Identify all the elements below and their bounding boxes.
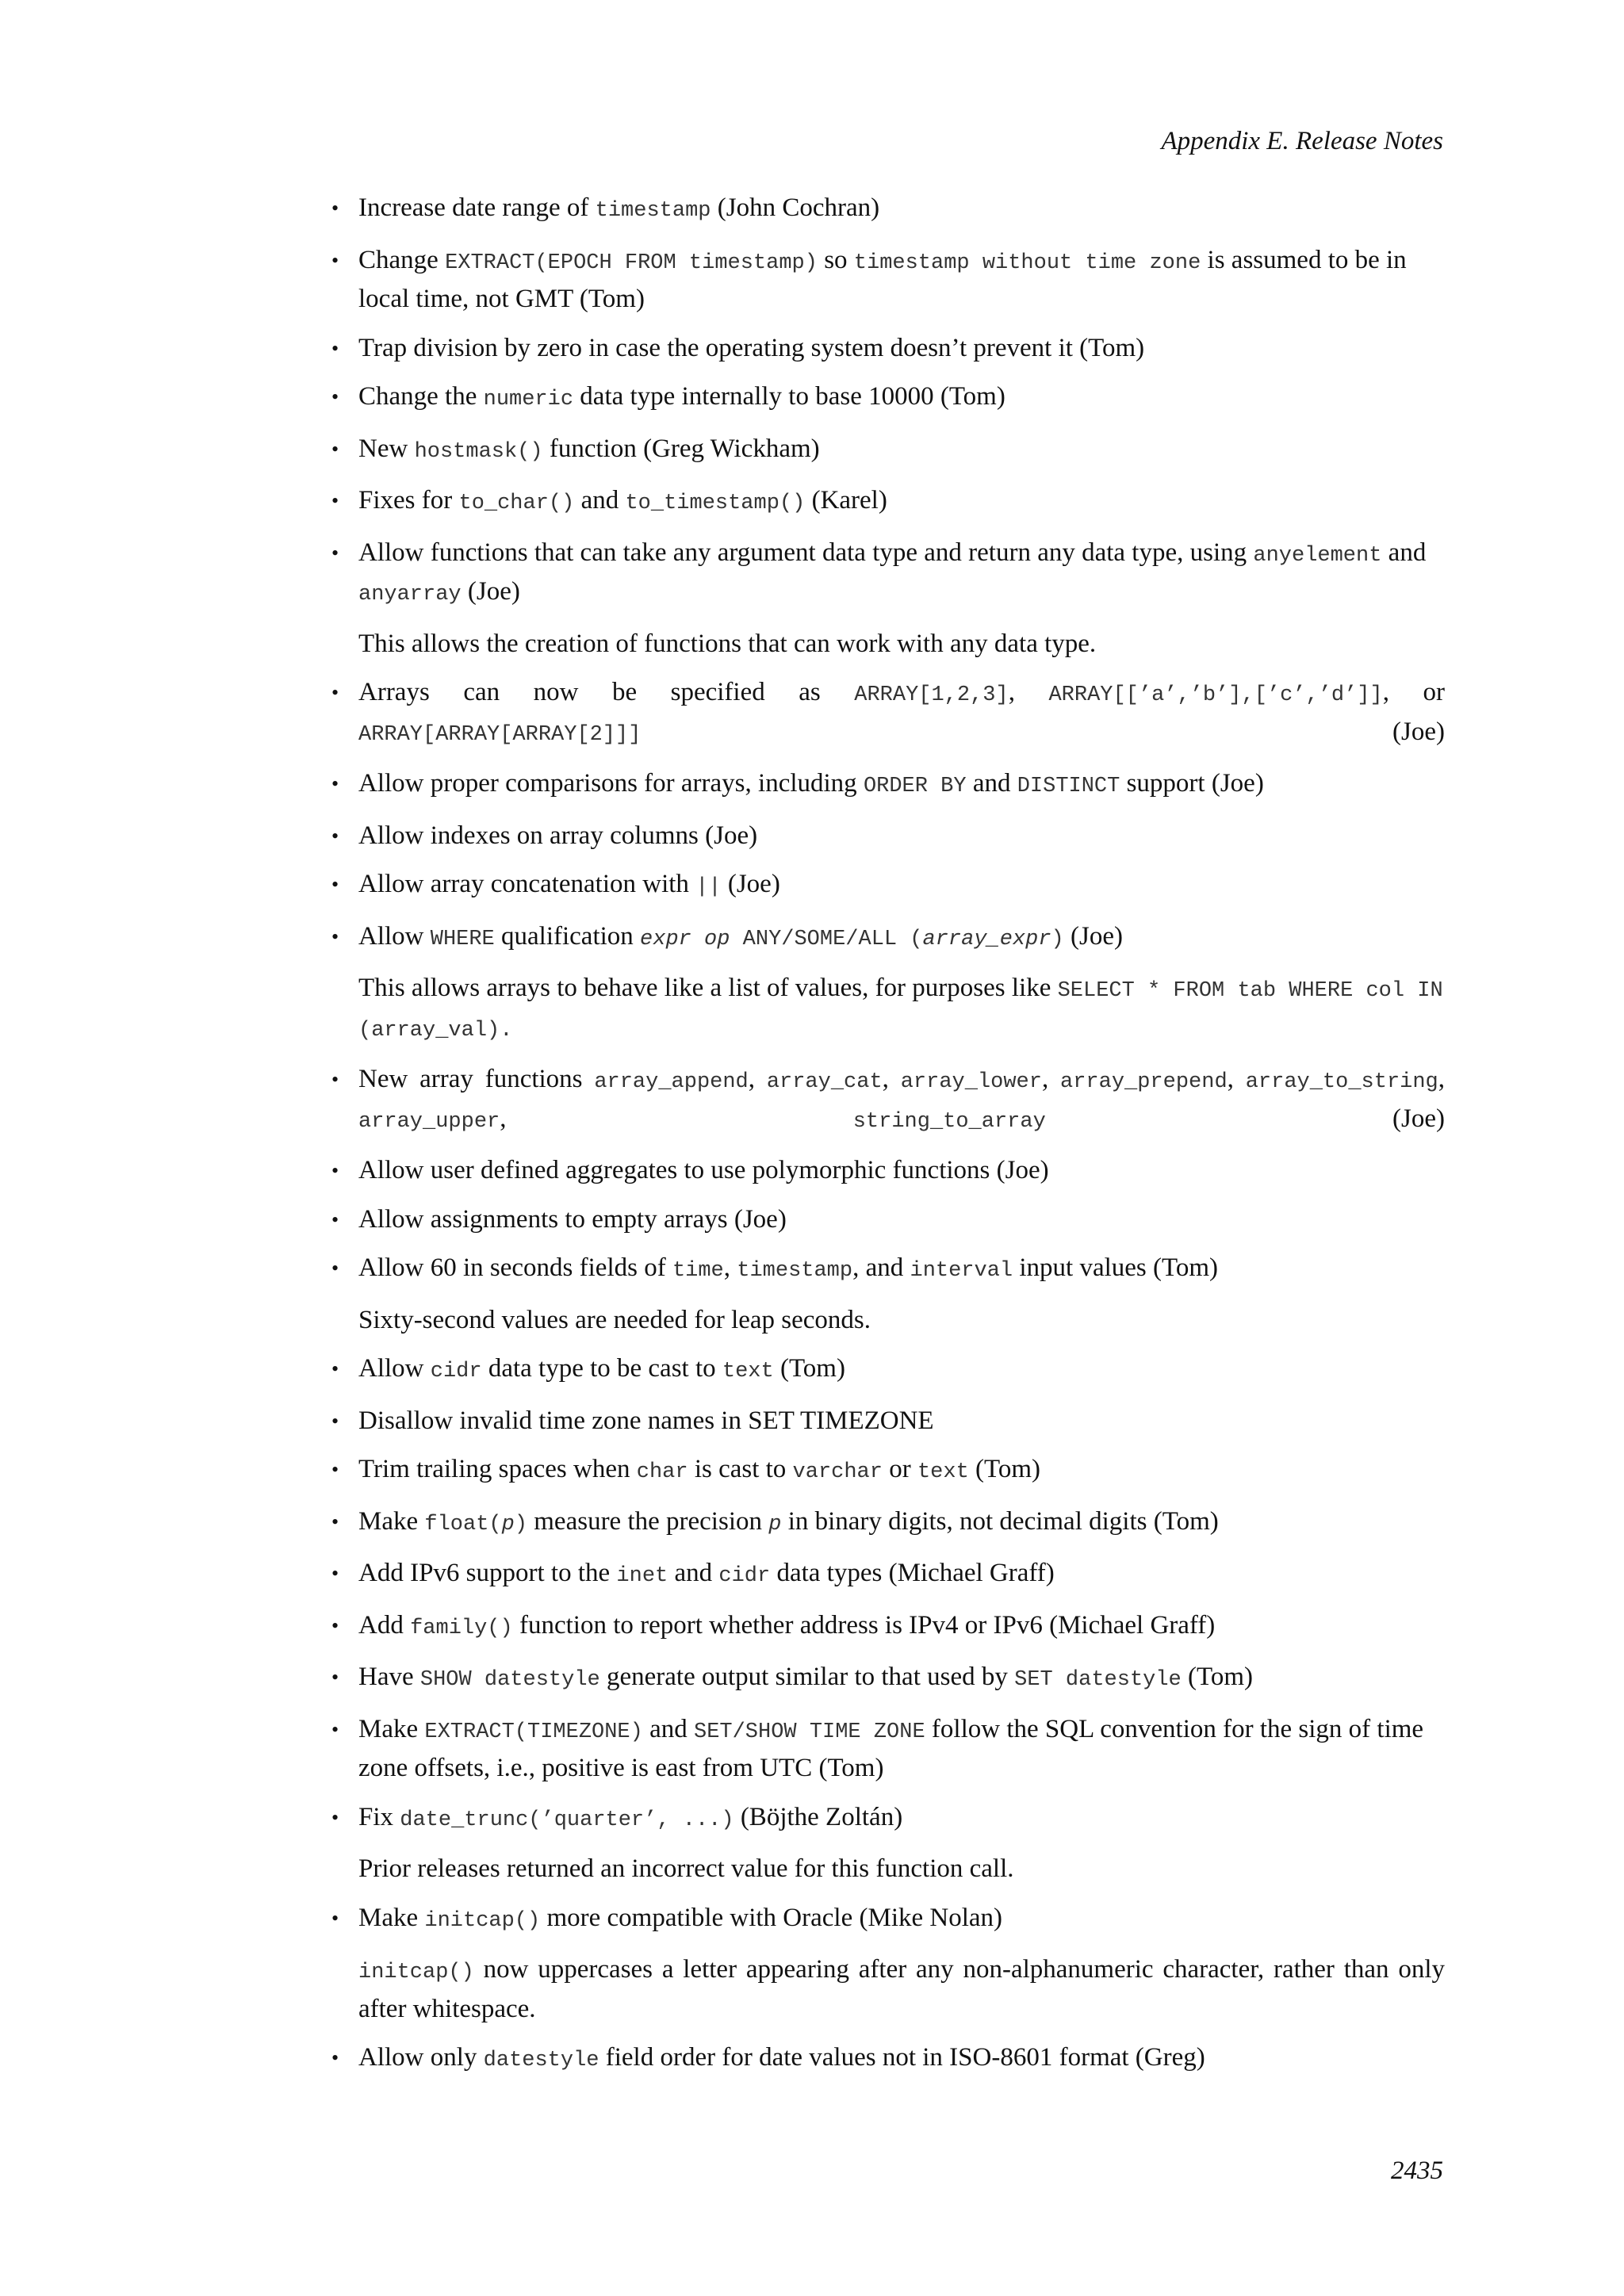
text-run: Allow (358, 1354, 431, 1383)
code-literal: interval (910, 1259, 1013, 1283)
text-run: Prior releases returned an incorrect value for this function call. (358, 1854, 1014, 1883)
text-run: function (Greg Wickham) (542, 434, 820, 463)
text-run: Allow proper comparisons for arrays, including (358, 769, 864, 798)
code-literal: EXTRACT(EPOCH FROM timestamp) (445, 251, 818, 275)
text-run: Allow functions that can take any argument data type and return any data type, using (358, 538, 1254, 567)
text-run: (Karel) (805, 486, 887, 515)
text-run: New array functions (358, 1065, 595, 1093)
bullet-icon: • (331, 1562, 339, 1585)
release-note-item (327, 1351, 1445, 1391)
text-run: and (1381, 538, 1427, 567)
text-run: (Tom) (968, 1455, 1041, 1483)
release-note-text (358, 2040, 1445, 2080)
release-note-item (327, 190, 1445, 230)
text-run: Add (358, 1610, 411, 1640)
bullet-icon: • (331, 489, 339, 512)
code-literal: varchar (792, 1460, 883, 1484)
text-run: Change the (358, 382, 484, 411)
text-run: Arrays can now be specified as (358, 678, 855, 706)
release-note-text (358, 675, 1445, 753)
release-note-text (358, 1351, 1445, 1391)
release-note-item (327, 1202, 1445, 1238)
code-literal: EXTRACT(TIMEZONE) (424, 1720, 643, 1744)
text-run: and (642, 1714, 694, 1743)
text-run: Allow user defined aggregates to use polymorphic functions (Joe) (358, 1156, 1049, 1184)
release-note-item (327, 867, 1445, 906)
release-note-item (327, 483, 1445, 522)
code-literal: cidr (718, 1564, 771, 1588)
text-run: (Joe) (1063, 921, 1123, 951)
code-literal: SET datestyle (1014, 1668, 1182, 1692)
text-run: (Joe) (641, 717, 1445, 746)
release-note-text (358, 919, 1445, 959)
code-literal: array_upper (358, 1109, 500, 1134)
code-literal: initcap() (358, 1961, 474, 1984)
text-run: Allow array concatenation with (358, 870, 696, 898)
release-note-item (327, 379, 1445, 419)
release-note-text (358, 331, 1445, 367)
code-literal: ARRAY[1,2,3] (854, 683, 1009, 707)
bullet-icon: • (331, 1357, 339, 1380)
bullet-icon: • (331, 1666, 339, 1689)
code-placeholder: array_expr (922, 927, 1051, 951)
bullet-icon: • (331, 681, 339, 704)
text-run: and (574, 486, 626, 515)
release-note-item (327, 431, 1445, 471)
release-note-detail (358, 1851, 1445, 1888)
code-literal: to_char() (458, 492, 575, 515)
text-run: and (668, 1559, 719, 1587)
text-run: data types (Michael Graff) (770, 1559, 1055, 1587)
bullet-icon: • (331, 385, 339, 408)
release-note-text (358, 766, 1445, 806)
code-literal: array_to_string (1245, 1070, 1438, 1094)
code-literal: inet (616, 1564, 668, 1588)
text-run: Fix (358, 1802, 400, 1831)
release-note-item (327, 1062, 1445, 1140)
code-literal: ORDER BY (863, 775, 967, 798)
release-note-item (327, 1659, 1445, 1699)
code-literal: string_to_array (852, 1109, 1046, 1134)
text-run: measure the precision (527, 1506, 769, 1536)
release-note-text (358, 1153, 1445, 1189)
bullet-icon: • (331, 2046, 339, 2069)
code-literal: anyarray (358, 583, 462, 607)
text-run: Change (358, 245, 446, 274)
code-literal: timestamp (737, 1259, 853, 1283)
text-run: Make (358, 1714, 425, 1743)
bullet-icon: • (331, 1257, 339, 1280)
text-run: Sixty-second values are needed for leap seconds. (358, 1305, 871, 1334)
code-literal: datestyle (483, 2049, 599, 2072)
release-note-detail (358, 1952, 1445, 2027)
code-literal: array_prepend (1060, 1070, 1228, 1094)
text-run: now uppercases a letter appearing after any non-alphanumeric character, rather than only after whitespace. (358, 1955, 1445, 2023)
text-run: (Tom) (773, 1354, 845, 1383)
text-run: Allow only (358, 2043, 484, 2072)
release-note-item (327, 1608, 1445, 1647)
code-literal: anyelement (1253, 543, 1382, 568)
code-literal: DISTINCT (1017, 775, 1120, 798)
bullet-icon: • (331, 1458, 339, 1481)
text-run: (Joe) (461, 577, 520, 606)
text-run: , (748, 1065, 767, 1093)
bullet-icon: • (331, 1613, 339, 1637)
release-note-text (358, 1504, 1445, 1544)
release-note-text (358, 243, 1445, 318)
release-note-item (327, 1504, 1445, 1544)
code-literal: SELECT * FROM tab WHERE col IN (array_val) (358, 979, 1443, 1043)
release-note-item (327, 1800, 1445, 1888)
text-run: and (966, 769, 1017, 798)
release-note-text (358, 1900, 1445, 1940)
text-run: , (1227, 1065, 1246, 1093)
release-note-text (358, 190, 1445, 230)
text-run: Increase date range of (358, 193, 596, 222)
text-run: Have (358, 1663, 420, 1691)
bullet-icon: • (331, 541, 339, 564)
text-run: (Tom) (1181, 1663, 1254, 1691)
release-note-item (327, 2040, 1445, 2080)
release-note-text (358, 1062, 1445, 1140)
text-run: Allow (358, 921, 431, 951)
bullet-icon: • (331, 924, 339, 948)
code-literal: array_lower (900, 1070, 1042, 1094)
code-literal: date_trunc(’quarter’, ...) (400, 1808, 734, 1832)
code-literal: char (636, 1460, 688, 1484)
release-note-text (358, 431, 1445, 471)
text-run: Disallow invalid time zone names in SET TIMEZONE (358, 1406, 934, 1435)
text-run: Allow assignments to empty arrays (Joe) (358, 1204, 787, 1234)
text-run: more compatible with Oracle (Mike Nolan) (540, 1903, 1003, 1932)
release-note-text (358, 1659, 1445, 1699)
text-run: (John Cochran) (710, 193, 880, 222)
release-note-detail (358, 1303, 1445, 1339)
text-run: Allow 60 in seconds fields of (358, 1253, 672, 1282)
code-placeholder: expr op (640, 927, 730, 951)
release-note-item (327, 766, 1445, 806)
release-note-item (327, 1900, 1445, 2028)
code-literal: initcap() (424, 1908, 541, 1933)
release-note-item (327, 1556, 1445, 1595)
release-note-item (327, 919, 1445, 1050)
code-literal: ) (1051, 927, 1064, 951)
text-run: This allows the creation of functions that can work with any data type. (358, 629, 1097, 658)
running-header: Appendix E. Release Notes (1161, 127, 1443, 155)
code-literal: time (672, 1259, 724, 1283)
release-note-item (327, 818, 1445, 855)
bullet-icon: • (331, 248, 339, 272)
release-note-detail (358, 970, 1445, 1049)
bullet-icon: • (331, 197, 339, 220)
text-run: data type internally to base 10000 (Tom) (573, 382, 1005, 411)
code-literal: numeric (483, 388, 574, 411)
code-literal: ARRAY[[’a’,’b’],[’c’,’d’]] (1048, 683, 1383, 707)
text-run: is assumed to be in local time, not GMT (Tom) (358, 245, 1407, 313)
text-run: input values (Tom) (1013, 1253, 1219, 1282)
bullet-icon: • (331, 772, 339, 795)
text-run: This allows arrays to behave like a list of values, for purposes like (358, 974, 1058, 1002)
code-literal: ANY/SOME/ALL ( (730, 927, 923, 951)
code-literal: float( (424, 1512, 502, 1536)
bullet-icon: • (331, 1906, 339, 1930)
bullet-icon: • (331, 1159, 339, 1182)
release-note-item (327, 331, 1445, 367)
text-run: , (1438, 1065, 1446, 1093)
release-note-text (358, 818, 1445, 855)
bullet-icon: • (331, 824, 339, 848)
text-run: data type to be cast to (481, 1354, 722, 1383)
code-literal: timestamp without time zone (853, 251, 1201, 275)
release-note-text (358, 1712, 1445, 1787)
bullet-icon: • (331, 437, 339, 461)
release-notes-list (327, 190, 1445, 2080)
release-note-item (327, 535, 1445, 663)
release-note-text (358, 483, 1445, 522)
release-note-item (327, 1153, 1445, 1189)
release-note-text (358, 1202, 1445, 1238)
code-literal: text (722, 1360, 774, 1383)
text-run: , (1041, 1065, 1061, 1093)
release-note-text (358, 1403, 1445, 1440)
text-run: Make (358, 1506, 425, 1536)
text-run: so (817, 245, 854, 274)
bullet-icon: • (331, 1805, 339, 1829)
code-literal: cidr (430, 1360, 482, 1383)
bullet-icon: • (331, 1409, 339, 1433)
text-run: , (882, 1065, 901, 1093)
release-note-item (327, 243, 1445, 318)
text-run: , (500, 1104, 853, 1133)
bullet-icon: • (331, 336, 339, 360)
text-run: , (723, 1253, 737, 1282)
text-run: or (882, 1455, 917, 1483)
code-literal: ) (514, 1512, 528, 1536)
code-literal: ARRAY[ARRAY[ARRAY[2]]] (358, 722, 642, 747)
release-note-item (327, 1250, 1445, 1338)
release-note-text (358, 1800, 1445, 1839)
bullet-icon: • (331, 1207, 339, 1231)
release-note-item (327, 1712, 1445, 1787)
code-literal: family() (410, 1616, 513, 1640)
text-run: (Böjthe Zoltán) (733, 1802, 903, 1831)
text-run: function to report whether address is IPv4 or IPv6 (Michael Graff) (512, 1610, 1216, 1640)
release-note-text (358, 1250, 1445, 1290)
text-run: , or (1382, 678, 1446, 706)
text-run: generate output similar to that used by (599, 1663, 1015, 1691)
code-literal: SET/SHOW TIME ZONE (694, 1720, 925, 1744)
release-note-text (358, 867, 1445, 906)
text-run: Add IPv6 support to the (358, 1559, 617, 1587)
text-run: (Joe) (1045, 1104, 1445, 1133)
text-run: Allow indexes on array columns (Joe) (358, 821, 758, 850)
text-run: , (1008, 678, 1049, 706)
text-run: New (358, 434, 415, 463)
text-run: is cast to (688, 1455, 793, 1483)
code-literal: array_append (594, 1070, 749, 1094)
text-run: Make (358, 1903, 425, 1932)
text-run: Trap division by zero in case the operating system doesn’t prevent it (Tom) (358, 333, 1145, 362)
text-run: follow the SQL convention for the sign of time zone offsets, i.e., positive is east from UTC (Tom) (358, 1714, 1424, 1782)
code-literal: || (695, 875, 722, 899)
code-literal: SHOW datestyle (419, 1668, 600, 1692)
bullet-icon: • (331, 1717, 339, 1741)
text-run: support (Joe) (1120, 769, 1264, 798)
bullet-icon: • (331, 1068, 339, 1091)
release-note-text (358, 1452, 1445, 1491)
bullet-icon: • (331, 1510, 339, 1533)
text-run: , and (852, 1253, 910, 1282)
page-number: 2435 (1391, 2156, 1443, 2185)
release-note-text (358, 535, 1445, 614)
release-note-text (358, 1608, 1445, 1647)
code-literal: text (917, 1460, 969, 1484)
code-literal: hostmask() (414, 439, 543, 464)
release-note-detail (358, 626, 1445, 663)
text-run: qualification (494, 921, 641, 951)
text-run: Trim trailing spaces when (358, 1455, 637, 1483)
code-literal: array_cat (766, 1070, 883, 1094)
text-run: Fixes for (358, 486, 459, 515)
code-literal: timestamp (595, 199, 711, 223)
release-note-text (358, 379, 1445, 419)
text-run: field order for date values not in ISO-8601 format (Greg) (599, 2043, 1205, 2072)
code-literal: to_timestamp() (625, 492, 806, 515)
code-placeholder: p (768, 1512, 782, 1536)
text-run: in binary digits, not decimal digits (Tom) (781, 1506, 1219, 1536)
release-note-item (327, 1452, 1445, 1491)
release-notes-content (327, 190, 1445, 2092)
text-run: (Joe) (721, 870, 780, 898)
release-note-text (358, 1556, 1445, 1595)
code-literal: . (500, 1018, 513, 1043)
code-placeholder: p (501, 1512, 515, 1536)
release-note-item (327, 675, 1445, 753)
bullet-icon: • (331, 873, 339, 896)
code-literal: WHERE (430, 927, 495, 951)
release-note-item (327, 1403, 1445, 1440)
